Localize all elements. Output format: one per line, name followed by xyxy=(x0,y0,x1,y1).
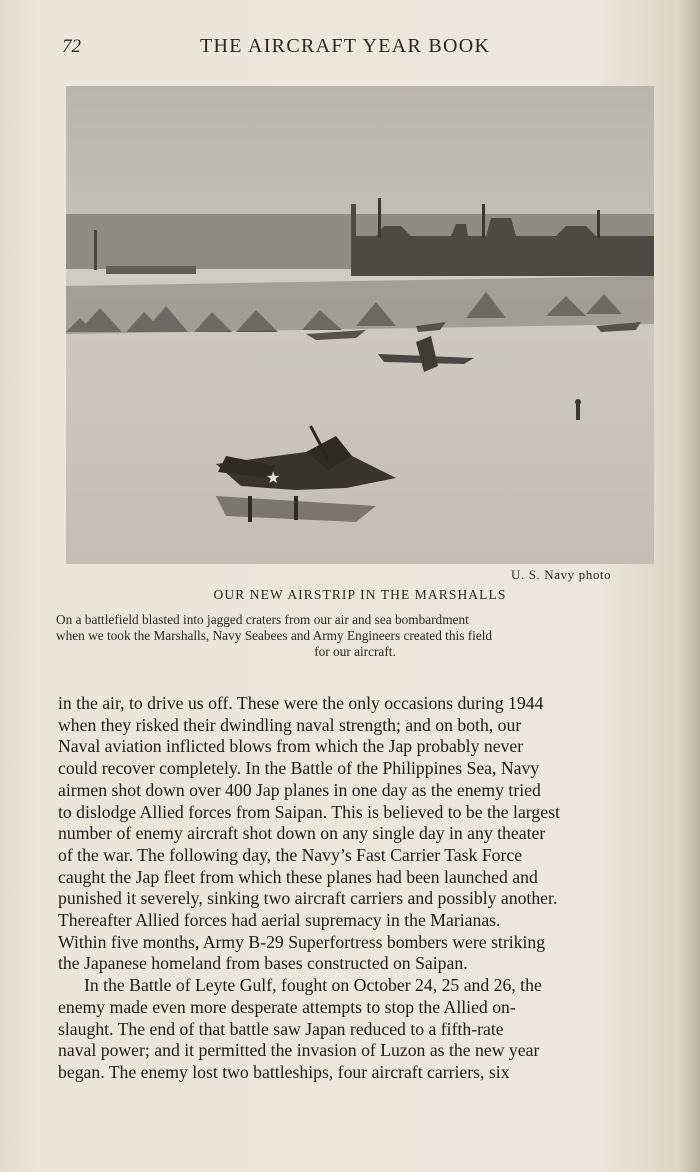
wing-star-marking: ★ xyxy=(266,468,281,487)
airstrip-photo-illustration xyxy=(66,86,654,564)
text-line: Thereafter Allied forces had aerial supremacy in the Marianas. xyxy=(58,910,501,931)
text-line: slaught. The end of that battle saw Japan reduced to a fifth-rate xyxy=(58,1018,504,1039)
figure-title: OUR NEW AIRSTRIP IN THE MARSHALLS xyxy=(213,587,507,602)
caption-line: when we took the Marshalls, Navy Seabees and Army Engineers created this field xyxy=(56,628,493,643)
text-line: when they risked their dwindling naval strength; and on both, our xyxy=(58,714,522,735)
text-line: Within five months, Army B-29 Superfortress bombers were striking xyxy=(58,931,546,952)
text-line: number of enemy aircraft shot down on any single day in any theater xyxy=(58,823,546,844)
figure-caption xyxy=(56,612,654,660)
text-line: naval power; and it permitted the invasion of Luzon as the new year xyxy=(58,1040,540,1061)
photo-credit: U. S. Navy photo xyxy=(511,567,612,582)
text-line: began. The enemy lost two battleships, four aircraft carriers, six xyxy=(58,1061,510,1082)
text-line: enemy made even more desperate attempts to stop the Allied on- xyxy=(58,996,516,1017)
body-text xyxy=(58,693,650,1084)
text-line: of the war. The following day, the Navy’s Fast Carrier Task Force xyxy=(58,844,523,865)
text-line: airmen shot down over 400 Jap planes in one day as the enemy tried xyxy=(58,779,541,800)
text-line: Naval aviation inflicted blows from which the Jap probably never xyxy=(58,736,524,757)
text-line: could recover completely. In the Battle of the Philippines Sea, Navy xyxy=(58,758,540,779)
text-line: In the Battle of Leyte Gulf, fought on October 24, 25 and 26, the xyxy=(84,975,542,996)
text-line: in the air, to drive us off. These were the only occasions during 1944 xyxy=(58,693,544,713)
caption-line: On a battlefield blasted into jagged craters from our air and sea bombardment xyxy=(56,612,469,627)
airstrip-photo xyxy=(66,86,654,564)
text-line: to dislodge Allied forces from Saipan. This is believed to be the largest xyxy=(58,801,560,822)
running-title: THE AIRCRAFT YEAR BOOK xyxy=(200,35,491,57)
text-line: the Japanese homeland from bases constructed on Saipan. xyxy=(58,953,468,974)
caption-line: for our aircraft. xyxy=(314,644,396,659)
text-line: punished it severely, sinking two aircraft carriers and possibly another. xyxy=(58,888,558,909)
page-number: 72 xyxy=(62,36,81,57)
text-line: caught the Jap fleet from which these planes had been launched and xyxy=(58,866,538,887)
